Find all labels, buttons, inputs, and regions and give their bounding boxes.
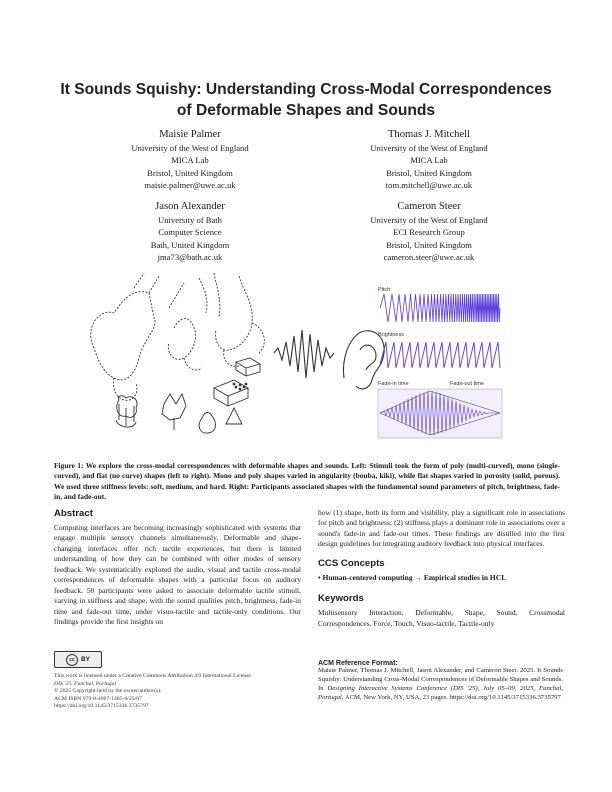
cc-icon: cc: [66, 654, 78, 666]
author-email[interactable]: tom.mitchell@uwe.ac.uk: [385, 179, 473, 190]
hands-illustration: [91, 273, 265, 400]
author-email[interactable]: cameron.steer@uwe.ac.uk: [383, 251, 475, 262]
author-dept: Computer Science: [158, 227, 222, 238]
author-email[interactable]: maisie.palmer@uwe.ac.uk: [144, 179, 236, 190]
acm-ref-heading: ACM Reference Format:: [318, 660, 398, 667]
figure-caption: Figure 1: We explore the cross-modal correspondences with deformable shapes and sounds. Left: Stimuli took the form of poly (multi-curved), mono (single-curved), and flat (no curve) shapes (left to right). Mono and poly shapes varied in angularity (bouba, kiki), while flat shapes varied in porosity (solid, porous). We used three stiffness levels: soft, medium, and hard. Right: Participants associated shapes with the fundamental sound parameters of pitch, brightness, fade-in, and fade-out.: [54, 461, 560, 502]
teaser-figure: [74, 268, 554, 448]
author-affiliation: University of the West of England: [131, 143, 249, 153]
license-copyright: © 2025 Copyright held by the owner/author(s).: [54, 688, 162, 694]
author-affiliation: University of the West of England: [370, 143, 488, 153]
author-location: Bath, United Kingdom: [150, 239, 230, 250]
right-column: [318, 508, 565, 629]
author-dept: ECI Research Group: [393, 227, 465, 238]
ccs-text: • Human-centered computing → Empirical studies in HCI.: [318, 572, 506, 582]
acm-ref-text-a: Maisie Palmer, Thomas J. Mitchell, Jason Alexander, and Cameron Steer. 2025. It Sounds Squishy: Understanding Cross-Modal Correspondences of Deformable Shapes and Sounds. In: [318, 667, 563, 692]
label-fadeout: Fade-out time: [450, 381, 484, 387]
abstract-right-text: how (1) shape, both its form and visibility, play a significant role in associations for pitch and brightness; (2) stiffness plays a dominant role in associations over a sound's fade-in and fade-out times. These findings are distilled into the first design guidelines for integrating auditory feedback into physical interfaces.: [318, 508, 565, 549]
acm-reference: [318, 660, 563, 703]
author-block-3: [90, 200, 290, 263]
label-pitch: Pitch: [378, 287, 391, 293]
author-name: Thomas J. Mitchell: [387, 129, 471, 140]
author-dept: MICA Lab: [171, 155, 209, 166]
label-brightness: Brightness: [378, 332, 404, 338]
keywords-text: Multisensory Interaction, Deformable, Shape, Sound, Crossmodal Correspondences, Force, Touch, Visuo-tactile, Tactile-only: [318, 608, 565, 628]
cc-badge-label: BY: [80, 656, 91, 663]
author-block-1: [90, 128, 290, 191]
acm-ref-body: [318, 667, 563, 703]
sound-parameters-panel: [378, 287, 502, 438]
author-location: Bristol, United Kingdom: [386, 239, 472, 250]
author-location: Bristol, United Kingdom: [147, 167, 233, 178]
title-line-2: of Deformable Shapes and Sounds: [176, 102, 436, 119]
author-dept: MICA Lab: [410, 155, 448, 166]
author-name: Jason Alexander: [155, 201, 225, 212]
sound-wave: [274, 330, 334, 378]
abstract-heading: Abstract: [54, 508, 93, 519]
keywords-heading: Keywords: [318, 593, 364, 605]
brightness-wave: [380, 342, 500, 368]
author-name: Maisie Palmer: [159, 129, 221, 140]
author-email[interactable]: jma73@bath.ac.uk: [157, 251, 223, 262]
license-isbn: ACM ISBN 979-8-4007-1485-6/25/07: [54, 695, 142, 702]
author-affiliation: University of Bath: [158, 215, 222, 225]
license-venue: DIS '25, Funchal, Portugal: [54, 680, 117, 687]
author-block-2: [329, 128, 529, 191]
author-affiliation: University of the West of England: [370, 215, 488, 225]
license-block: [54, 651, 301, 711]
license-line: This work is licensed under a Creative Commons Attribution 4.0 International License.: [54, 673, 253, 679]
label-fadein: Fade-in time: [378, 381, 409, 387]
acm-ref-venue: Designing Interactive Systems Conference (DIS '25), July 05–09, 2025, Funchal, Portugal.: [318, 684, 563, 701]
title-line-1: It Sounds Squishy: Understanding Cross-Modal Correspondences: [60, 81, 552, 98]
author-location: Bristol, United Kingdom: [386, 167, 472, 178]
paper-title: [40, 79, 572, 121]
ccs-heading: CCS Concepts: [318, 557, 385, 569]
left-column: [54, 508, 301, 628]
abstract-left-text: Computing interfaces are becoming increasingly sophisticated with systems that engage multiple sensory channels simultaneously. Deformable and shape-changing interfaces offer rich tactile experiences, but there is limited understanding of how they can be combined with other modes of sensory feedback. We systematically explored the audio, visual and tactile cross-modal correspondences of deformable shapes with a particular focus on auditory feedback. 50 participants were asked to associate deformable tactile stimuli, varying in stiffness and shape, with the sound qualities pitch, brightness, fade-in time and fade-out time, under visuo-tactile and tactile-only conditions. Our findings provide the first insights on: [54, 523, 301, 627]
author-block-4: [329, 200, 529, 263]
license-doi[interactable]: https://doi.org/10.1145/3715336.3735797: [54, 703, 149, 709]
stimuli-shapes: [116, 358, 260, 433]
cc-by-badge[interactable]: [54, 651, 102, 668]
author-name: Cameron Steer: [397, 201, 461, 212]
pitch-wave: [380, 294, 500, 322]
acm-ref-text-b: ACM, New York, NY, USA, 23 pages. https://doi.org/10.1145/3715336.3735797: [343, 693, 561, 701]
